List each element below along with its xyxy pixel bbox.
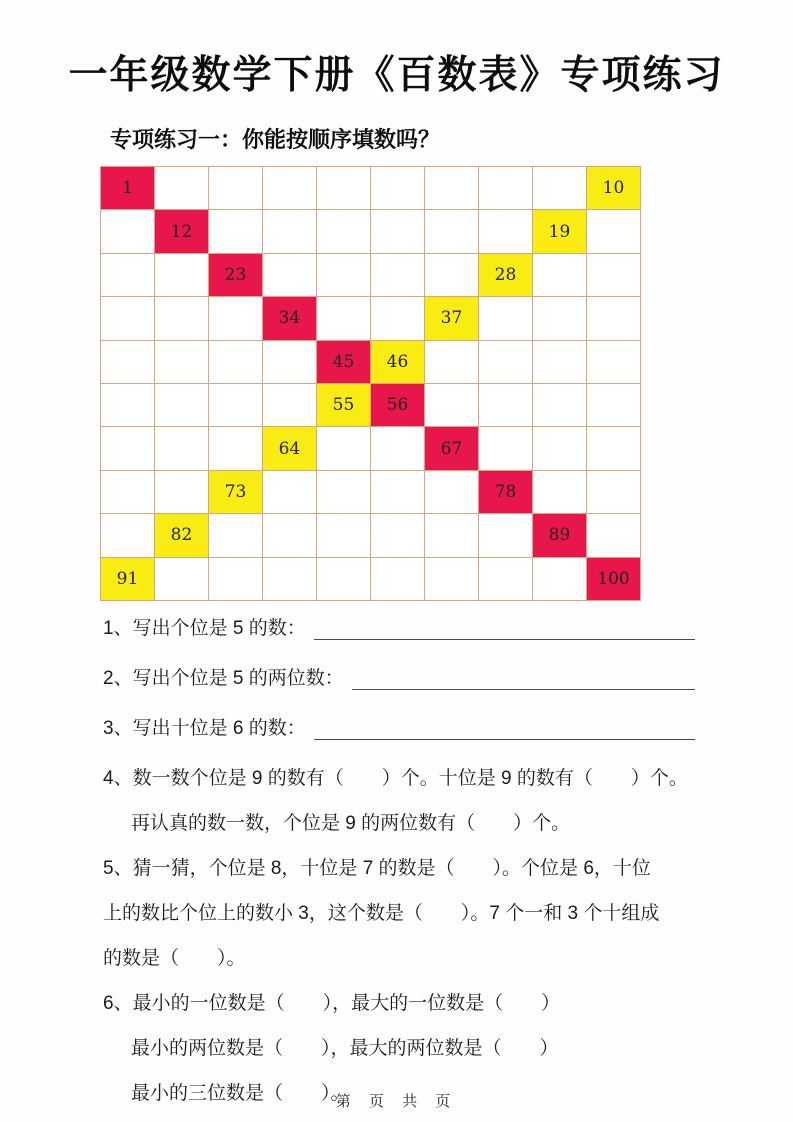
- question-6-line-1-text: 6、最小的一位数是（ ），最大的一位数是（ ）: [103, 993, 561, 1014]
- grid-cell-r3-c8: 28: [479, 254, 533, 297]
- grid-cell-r4-c7: 37: [425, 297, 479, 340]
- grid-cell-r10-c9: [533, 558, 587, 601]
- section-subtitle: 专项练习一：你能按顺序填数吗？: [110, 127, 441, 152]
- grid-cell-r1-c4: [263, 167, 317, 210]
- question-4-line-1: [103, 754, 695, 799]
- grid-cell-r10-c4: [263, 558, 317, 601]
- grid-cell-r8-c4: [263, 471, 317, 514]
- grid-cell-r9-c9: 89: [533, 514, 587, 557]
- question-5-line-1-text: 5、猜一猜，个位是 8，十位是 7 的数是（ ）。个位是 6，十位: [103, 858, 651, 879]
- question-5-line-2-text: 上的数比个位上的数小 3，这个数是（ ）。7 个一和 3 个十组成: [103, 903, 660, 924]
- question-6-line-2-text: 最小的两位数是（ ），最大的两位数是（ ）: [131, 1038, 559, 1059]
- question-4-line-1-text: 4、数一数个位是 9 的数有（ ）个。十位是 9 的数有（ ）个。: [103, 768, 688, 789]
- grid-cell-r5-c4: [263, 341, 317, 384]
- grid-cell-r4-c9: [533, 297, 587, 340]
- grid-cell-r7-c10: [587, 427, 641, 470]
- grid-cell-r7-c1: [101, 427, 155, 470]
- question-5-line-3-text: 的数是（ ）。: [103, 948, 246, 969]
- page-footer: 第 页 共 页: [335, 1093, 458, 1110]
- grid-cell-r8-c5: [317, 471, 371, 514]
- grid-cell-r4-c2: [155, 297, 209, 340]
- grid-cell-r6-c3: [209, 384, 263, 427]
- grid-cell-r9-c8: [479, 514, 533, 557]
- grid-cell-r3-c1: [101, 254, 155, 297]
- question-2-line-1: [103, 654, 695, 699]
- grid-cell-r10-c8: [479, 558, 533, 601]
- grid-cell-r2-c6: [371, 210, 425, 253]
- grid-cell-r9-c10: [587, 514, 641, 557]
- question-2-answer-blank: [344, 654, 695, 699]
- grid-cell-r6-c8: [479, 384, 533, 427]
- grid-cell-r7-c3: [209, 427, 263, 470]
- grid-cell-r7-c6: [371, 427, 425, 470]
- grid-cell-r10-c1: 91: [101, 558, 155, 601]
- grid-cell-r8-c8: 78: [479, 471, 533, 514]
- grid-cell-r6-c7: [425, 384, 479, 427]
- grid-cell-r5-c2: [155, 341, 209, 384]
- grid-cell-r1-c6: [371, 167, 425, 210]
- grid-cell-r4-c10: [587, 297, 641, 340]
- grid-cell-r6-c5: 55: [317, 384, 371, 427]
- grid-cell-r8-c2: [155, 471, 209, 514]
- grid-cell-r8-c6: [371, 471, 425, 514]
- grid-cell-r3-c3: 23: [209, 254, 263, 297]
- grid-cell-r1-c5: [317, 167, 371, 210]
- question-5-line-2: [103, 889, 695, 934]
- grid-cell-r2-c10: [587, 210, 641, 253]
- question-5-line-3: [103, 934, 695, 979]
- grid-cell-r5-c3: [209, 341, 263, 384]
- grid-cell-r4-c3: [209, 297, 263, 340]
- page-title: 一年级数学下册《百数表》专项练习: [68, 54, 725, 97]
- question-1-line-1-text: 1、写出个位是 5 的数：: [103, 618, 306, 639]
- grid-cell-r5-c7: [425, 341, 479, 384]
- grid-cell-r9-c3: [209, 514, 263, 557]
- grid-cell-r5-c1: [101, 341, 155, 384]
- grid-cell-r10-c5: [317, 558, 371, 601]
- grid-cell-r2-c5: [317, 210, 371, 253]
- grid-cell-r6-c6: 56: [371, 384, 425, 427]
- grid-cell-r1-c1: 1: [101, 167, 155, 210]
- grid-cell-r10-c6: [371, 558, 425, 601]
- grid-cell-r1-c9: [533, 167, 587, 210]
- grid-cell-r7-c7: 67: [425, 427, 479, 470]
- grid-cell-r7-c5: [317, 427, 371, 470]
- grid-cell-r10-c2: [155, 558, 209, 601]
- grid-cell-r8-c10: [587, 471, 641, 514]
- grid-cell-r6-c2: [155, 384, 209, 427]
- grid-cell-r10-c10: 100: [587, 558, 641, 601]
- grid-cell-r5-c10: [587, 341, 641, 384]
- grid-cell-r7-c2: [155, 427, 209, 470]
- grid-cell-r3-c10: [587, 254, 641, 297]
- question-1-line-1: [103, 604, 695, 649]
- grid-cell-r6-c4: [263, 384, 317, 427]
- question-3-answer-blank: [306, 704, 695, 749]
- grid-cell-r1-c10: 10: [587, 167, 641, 210]
- grid-cell-r7-c8: [479, 427, 533, 470]
- grid-cell-r9-c7: [425, 514, 479, 557]
- grid-cell-r2-c9: 19: [533, 210, 587, 253]
- question-3-line-1: [103, 704, 695, 749]
- grid-cell-r4-c1: [101, 297, 155, 340]
- questions-list: [103, 604, 695, 1114]
- grid-cell-r3-c5: [317, 254, 371, 297]
- grid-cell-r9-c1: [101, 514, 155, 557]
- question-5-line-1: [103, 844, 695, 889]
- question-4-line-2: [103, 799, 695, 844]
- question-6-line-2: [103, 1024, 695, 1069]
- question-6-line-3-text: 最小的三位数是（ ）。: [131, 1083, 350, 1104]
- grid-cell-r4-c8: [479, 297, 533, 340]
- grid-cell-r1-c8: [479, 167, 533, 210]
- grid-cell-r9-c4: [263, 514, 317, 557]
- grid-cell-r6-c1: [101, 384, 155, 427]
- grid-cell-r8-c3: 73: [209, 471, 263, 514]
- grid-cell-r6-c9: [533, 384, 587, 427]
- hundred-table-grid: [100, 166, 641, 601]
- grid-cell-r5-c8: [479, 341, 533, 384]
- grid-cell-r2-c2: 12: [155, 210, 209, 253]
- grid-cell-r6-c10: [587, 384, 641, 427]
- grid-cell-r2-c3: [209, 210, 263, 253]
- grid-cell-r2-c4: [263, 210, 317, 253]
- grid-cell-r3-c9: [533, 254, 587, 297]
- grid-cell-r10-c3: [209, 558, 263, 601]
- grid-cell-r2-c1: [101, 210, 155, 253]
- grid-cell-r4-c6: [371, 297, 425, 340]
- question-3-line-1-text: 3、写出十位是 6 的数：: [103, 718, 306, 739]
- grid-cell-r2-c7: [425, 210, 479, 253]
- grid-cell-r2-c8: [479, 210, 533, 253]
- question-1-answer-blank: [306, 604, 695, 649]
- question-4-line-2-text: 再认真的数一数，个位是 9 的两位数有（ ）个。: [131, 813, 571, 834]
- grid-cell-r4-c5: [317, 297, 371, 340]
- grid-cell-r3-c2: [155, 254, 209, 297]
- grid-cell-r7-c9: [533, 427, 587, 470]
- grid-cell-r8-c9: [533, 471, 587, 514]
- grid-cell-r9-c6: [371, 514, 425, 557]
- grid-cell-r8-c1: [101, 471, 155, 514]
- question-2-line-1-text: 2、写出个位是 5 的两位数：: [103, 668, 344, 689]
- grid-cell-r10-c7: [425, 558, 479, 601]
- grid-cell-r3-c4: [263, 254, 317, 297]
- grid-cell-r1-c2: [155, 167, 209, 210]
- grid-cell-r7-c4: 64: [263, 427, 317, 470]
- grid-cell-r5-c5: 45: [317, 341, 371, 384]
- question-6-line-1: [103, 979, 695, 1024]
- grid-cell-r1-c7: [425, 167, 479, 210]
- grid-cell-r1-c3: [209, 167, 263, 210]
- grid-cell-r5-c9: [533, 341, 587, 384]
- grid-cell-r3-c6: [371, 254, 425, 297]
- grid-cell-r9-c2: 82: [155, 514, 209, 557]
- grid-cell-r5-c6: 46: [371, 341, 425, 384]
- grid-cell-r8-c7: [425, 471, 479, 514]
- grid-cell-r4-c4: 34: [263, 297, 317, 340]
- grid-cell-r3-c7: [425, 254, 479, 297]
- grid-cell-r9-c5: [317, 514, 371, 557]
